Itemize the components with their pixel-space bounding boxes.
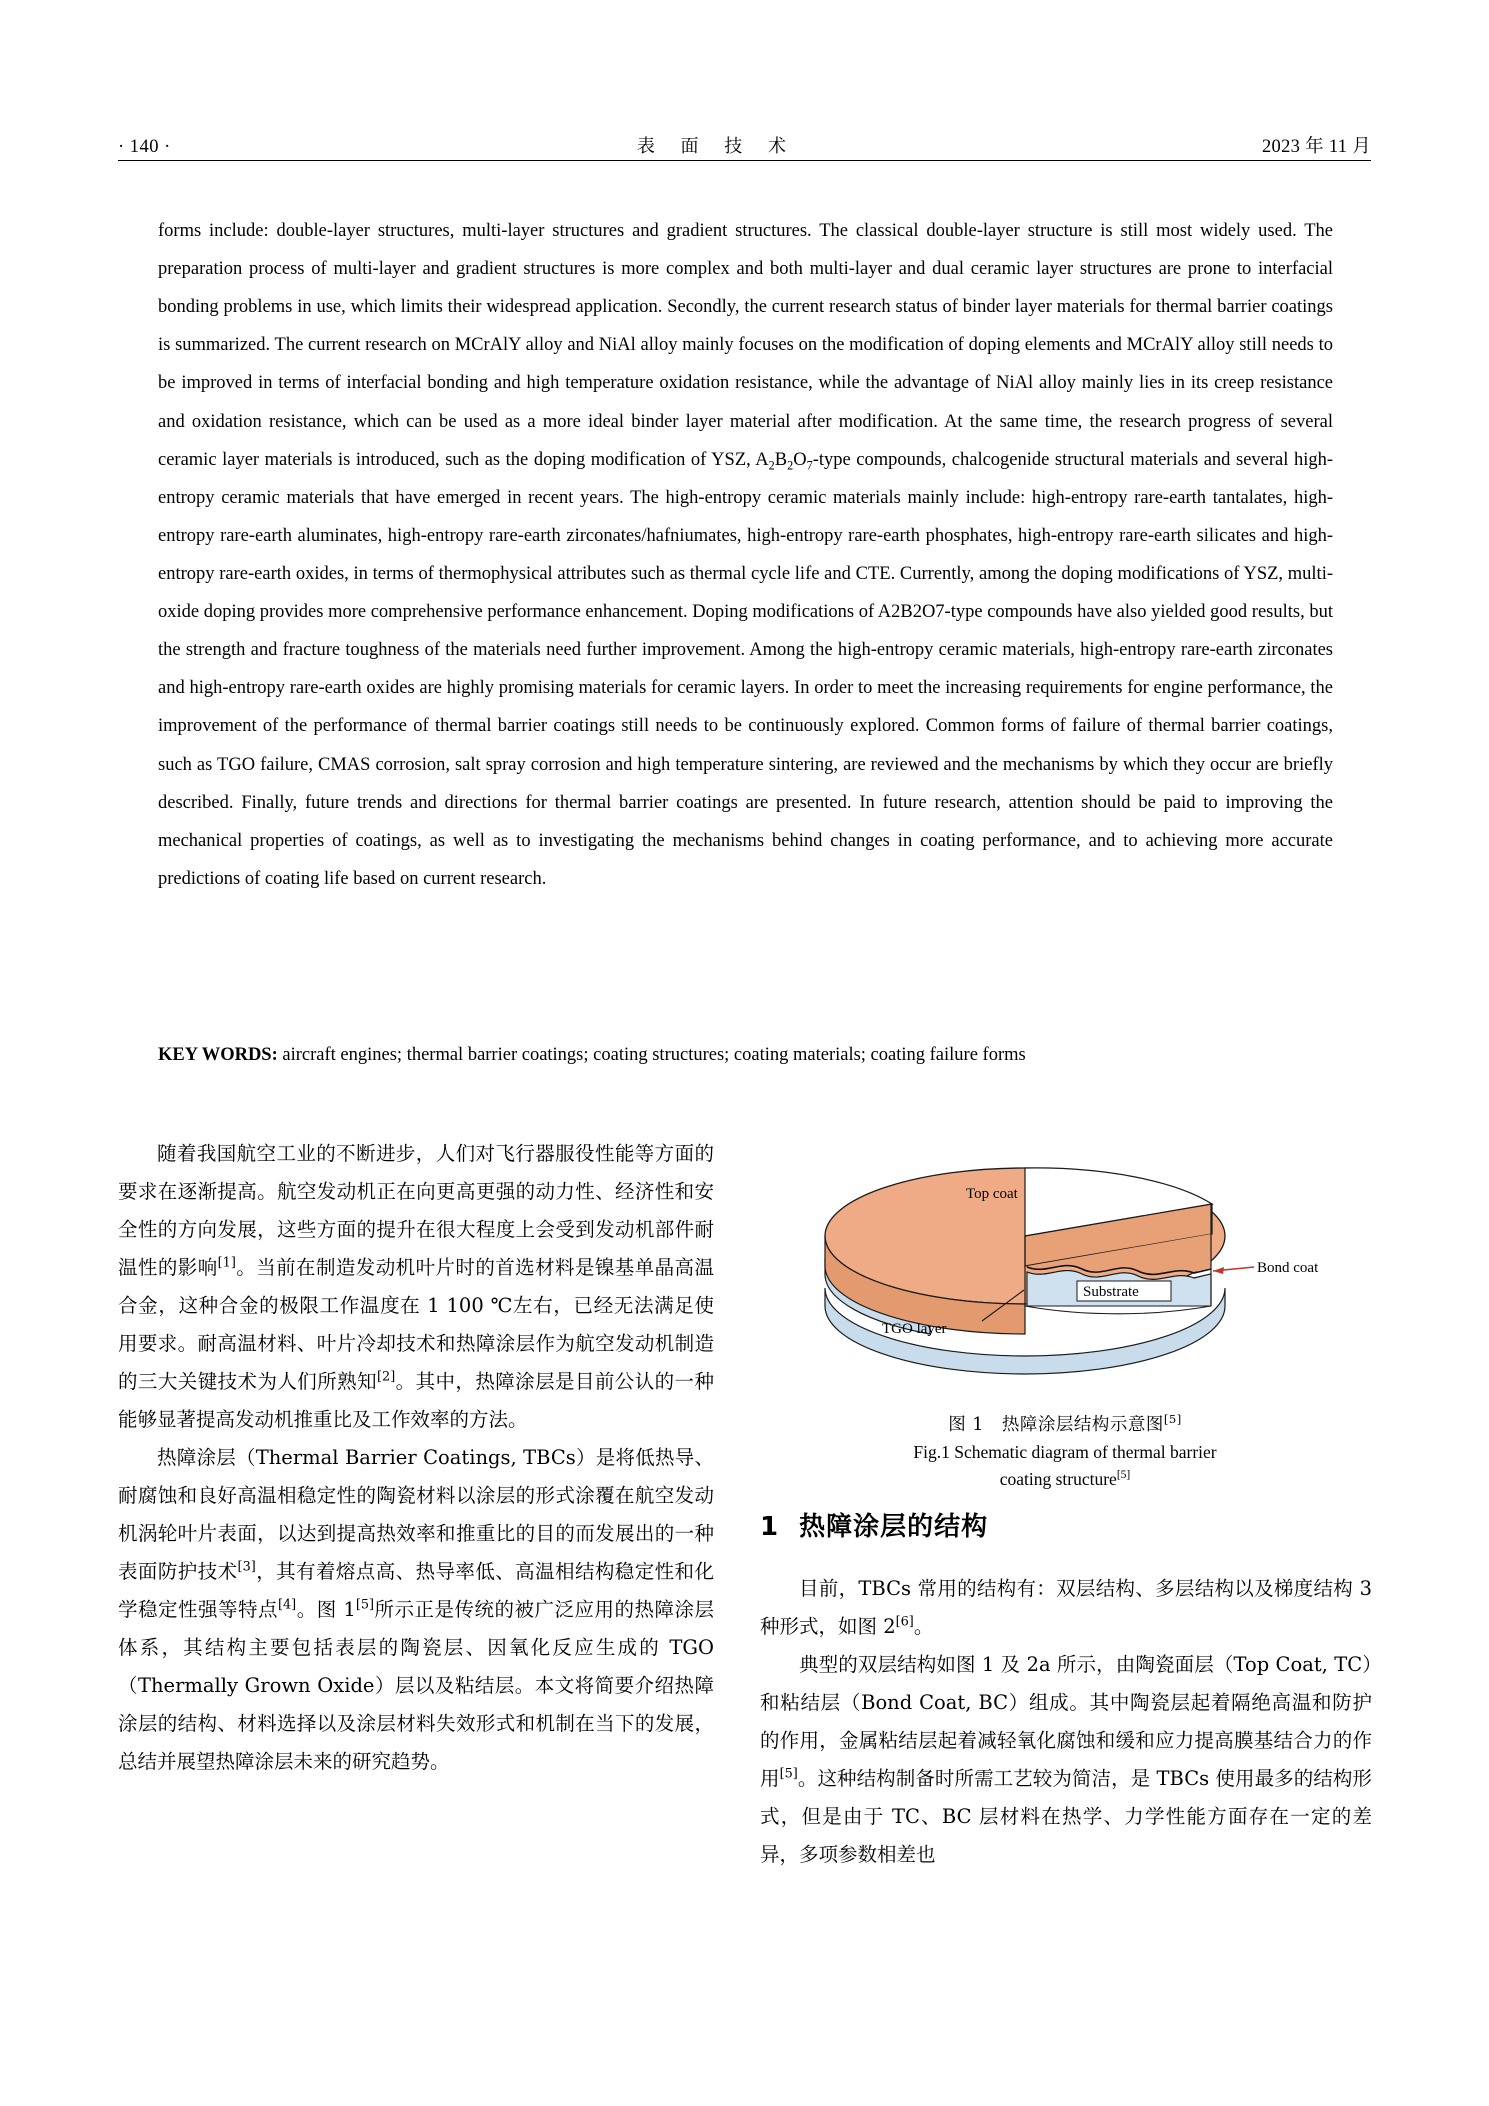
right-p2-seg2: 。这种结构制备时所需工艺较为简洁，是 TBCs 使用最多的结构形式，但是由于 TC、BC 层材料在热学、力学性能方面存在一定的差异，多项参数相差也 bbox=[760, 1767, 1372, 1867]
reference-4: [4] bbox=[277, 1597, 297, 1613]
figure-caption-en-line1: Fig.1 Schematic diagram of thermal barrier bbox=[913, 1442, 1217, 1463]
figure-image bbox=[770, 1138, 1360, 1398]
figure-1 bbox=[770, 1138, 1360, 1493]
right-column bbox=[760, 1570, 1372, 1874]
reference-7: [5] bbox=[779, 1766, 798, 1782]
label-substrate: Substrate bbox=[1083, 1284, 1139, 1300]
label-tgo-layer: TGO layer bbox=[882, 1321, 947, 1337]
tbc-structure-diagram bbox=[770, 1138, 1360, 1398]
figure-caption-cn bbox=[770, 1412, 1360, 1439]
section-number: 1 bbox=[760, 1512, 780, 1542]
label-top-coat: Top coat bbox=[966, 1186, 1018, 1202]
section-title: 热障涂层的结构 bbox=[799, 1512, 989, 1542]
figure-caption-en-ref: [5] bbox=[1116, 1469, 1131, 1482]
journal-title: 表 面 技 术 bbox=[636, 136, 796, 157]
reference-3: [3] bbox=[237, 1559, 256, 1575]
left-p2-seg3: 。图 1 bbox=[296, 1598, 356, 1622]
right-p2-seg1: 典型的双层结构如图 1 及 2a 所示，由陶瓷面层（Top Coat, TC）和粘结层（Bond Coat, BC）组成。其中陶瓷层起着隔绝高温和防护的作用，金属粘结层起着减轻氧化腐蚀和缓和应力提高膜基结合力的作用 bbox=[760, 1653, 1372, 1791]
label-bond-coat: Bond coat bbox=[1257, 1260, 1319, 1276]
page-header bbox=[118, 132, 1371, 158]
right-paragraph-2 bbox=[760, 1646, 1372, 1874]
left-p2-seg2: ，其有着熔点高、热导率低、高温相结构稳定性和化学稳定性强等特点 bbox=[118, 1560, 714, 1622]
left-p1-seg2: 。当前在制造发动机叶片时的首选材料是镍基单晶高温合金，这种合金的极限工作温度在 1 100 ℃左右，已经无法满足使用要求。耐高温材料、叶片冷却技术和热障涂层作为航空发动机制造的三大关键技术为人们所熟知 bbox=[118, 1256, 714, 1394]
keywords-label: KEY WORDS: bbox=[158, 1045, 278, 1065]
page-number: · 140 · bbox=[118, 137, 171, 157]
left-p1-seg1: 随着我国航空工业的不断进步，人们对飞行器服役性能等方面的要求在逐渐提高。航空发动机正在向更高更强的动力性、经济性和安全性的方向发展，这些方面的提升在很大程度上会受到发动机部件耐温性的影响 bbox=[118, 1142, 714, 1280]
reference-6: [6] bbox=[895, 1614, 914, 1630]
issue-date: 2023 年 11 月 bbox=[1262, 137, 1371, 157]
abstract-paragraph: forms include: double-layer structures, multi-layer structures and gradient structures. The classical double-layer structure is still most widely used. The preparation process of multi-layer and gradient structures is more complex and both multi-layer and dual ceramic layer structures are prone to interfacial bonding problems in use, which limits their widespread application. Secondly, the current research status of binder layer materials for thermal barrier coatings is summarized. The current research on MCrAlY alloy and NiAl alloy mainly focuses on the modification of doping elements and MCrAlY alloy still needs to be improved in terms of interfacial bonding and high temperature oxidation resistance, while the advantage of NiAl alloy mainly lies in its creep resistance and oxidation resistance, which can be used as a more ideal binder layer material after modification. At the same time, the research progress of several ceramic layer materials is introduced, such as the doping modification of YSZ, $A_2B_2O_7$-type compounds, chalcogenide structural materials and several high-entropy ceramic materials that have emerged in recent years. The high-entropy ceramic materials mainly include: high-entropy rare-earth tantalates, high-entropy rare-earth aluminates, high-entropy rare-earth zirconates/hafniumates, high-entropy rare-earth phosphates, high-entropy rare-earth silicates and high-entropy rare-earth oxides, in terms of thermophysical attributes such as thermal cycle life and CTE. Currently, among the doping modifications of YSZ, multi-oxide doping provides more comprehensive performance enhancement. Doping modifications of A2B2O7-type compounds have also yielded good results, but the strength and fracture toughness of the materials need further improvement. Among the high-entropy ceramic materials, high-entropy rare-earth zirconates and high-entropy rare-earth oxides are highly promising materials for ceramic layers. In order to meet the increasing requirements for engine performance, the improvement of the performance of thermal barrier coatings still needs to be continuously explored. Common forms of failure of thermal barrier coatings, such as TGO failure, CMAS corrosion, salt spray corrosion and high temperature sintering, are reviewed and the mechanisms by which they occur are briefly described. Finally, future trends and directions for thermal barrier coatings are presented. In future research, attention should be paid to improving the mechanical properties of coatings, as well as to investigating the mechanisms behind changes in coating performance, and to achieving more accurate predictions of coating life based on current research. bbox=[158, 221, 1333, 889]
right-p1-seg2: 。 bbox=[913, 1615, 934, 1639]
figure-caption-en-line2-text: coating structure bbox=[999, 1469, 1117, 1490]
keywords-value: aircraft engines; thermal barrier coatings; coating structures; coating materials; coating failure forms bbox=[277, 1045, 1026, 1065]
keywords-line bbox=[158, 1041, 1333, 1071]
section-heading-1 bbox=[760, 1506, 988, 1543]
left-p2-seg1: 热障涂层（Thermal Barrier Coatings, TBCs）是将低热导、耐腐蚀和良好高温相稳定性的陶瓷材料以涂层的形式涂覆在航空发动机涡轮叶片表面，以达到提高热效率和推重比的目的而发展出的一种表面防护技术 bbox=[118, 1446, 714, 1584]
left-column bbox=[118, 1135, 714, 1781]
left-paragraph-1 bbox=[118, 1135, 714, 1439]
reference-2: [2] bbox=[377, 1369, 396, 1385]
abstract-text bbox=[158, 212, 1333, 898]
left-paragraph-2 bbox=[118, 1439, 714, 1781]
figure-caption-cn-ref: [5] bbox=[1163, 1412, 1182, 1427]
figure-caption-en bbox=[770, 1439, 1360, 1493]
right-paragraph-1 bbox=[760, 1570, 1372, 1646]
figure-caption-en-line2 bbox=[770, 1466, 1360, 1493]
reference-1: [1] bbox=[217, 1255, 236, 1271]
header-divider bbox=[118, 160, 1371, 161]
figure-caption bbox=[770, 1412, 1360, 1493]
left-p1-seg3: 。其中，热障涂层是目前公认的一种能够显著提高发动机推重比及工作效率的方法。 bbox=[118, 1370, 714, 1432]
right-p1-seg1: 目前，TBCs 常用的结构有：双层结构、多层结构以及梯度结构 3 种形式，如图 2 bbox=[760, 1577, 1372, 1639]
left-p2-seg4: 所示正是传统的被广泛应用的热障涂层体系，其结构主要包括表层的陶瓷层、因氧化反应生成的 TGO（Thermally Grown Oxide）层以及粘结层。本文将简要介绍热障涂层的结构、材料选择以及涂层材料失效形式和机制在当下的发展，总结并展望热障涂层未来的研究趋势。 bbox=[118, 1598, 714, 1774]
reference-5: [5] bbox=[355, 1597, 375, 1613]
figure-caption-cn-text: 图 1 热障涂层结构示意图 bbox=[948, 1415, 1164, 1435]
